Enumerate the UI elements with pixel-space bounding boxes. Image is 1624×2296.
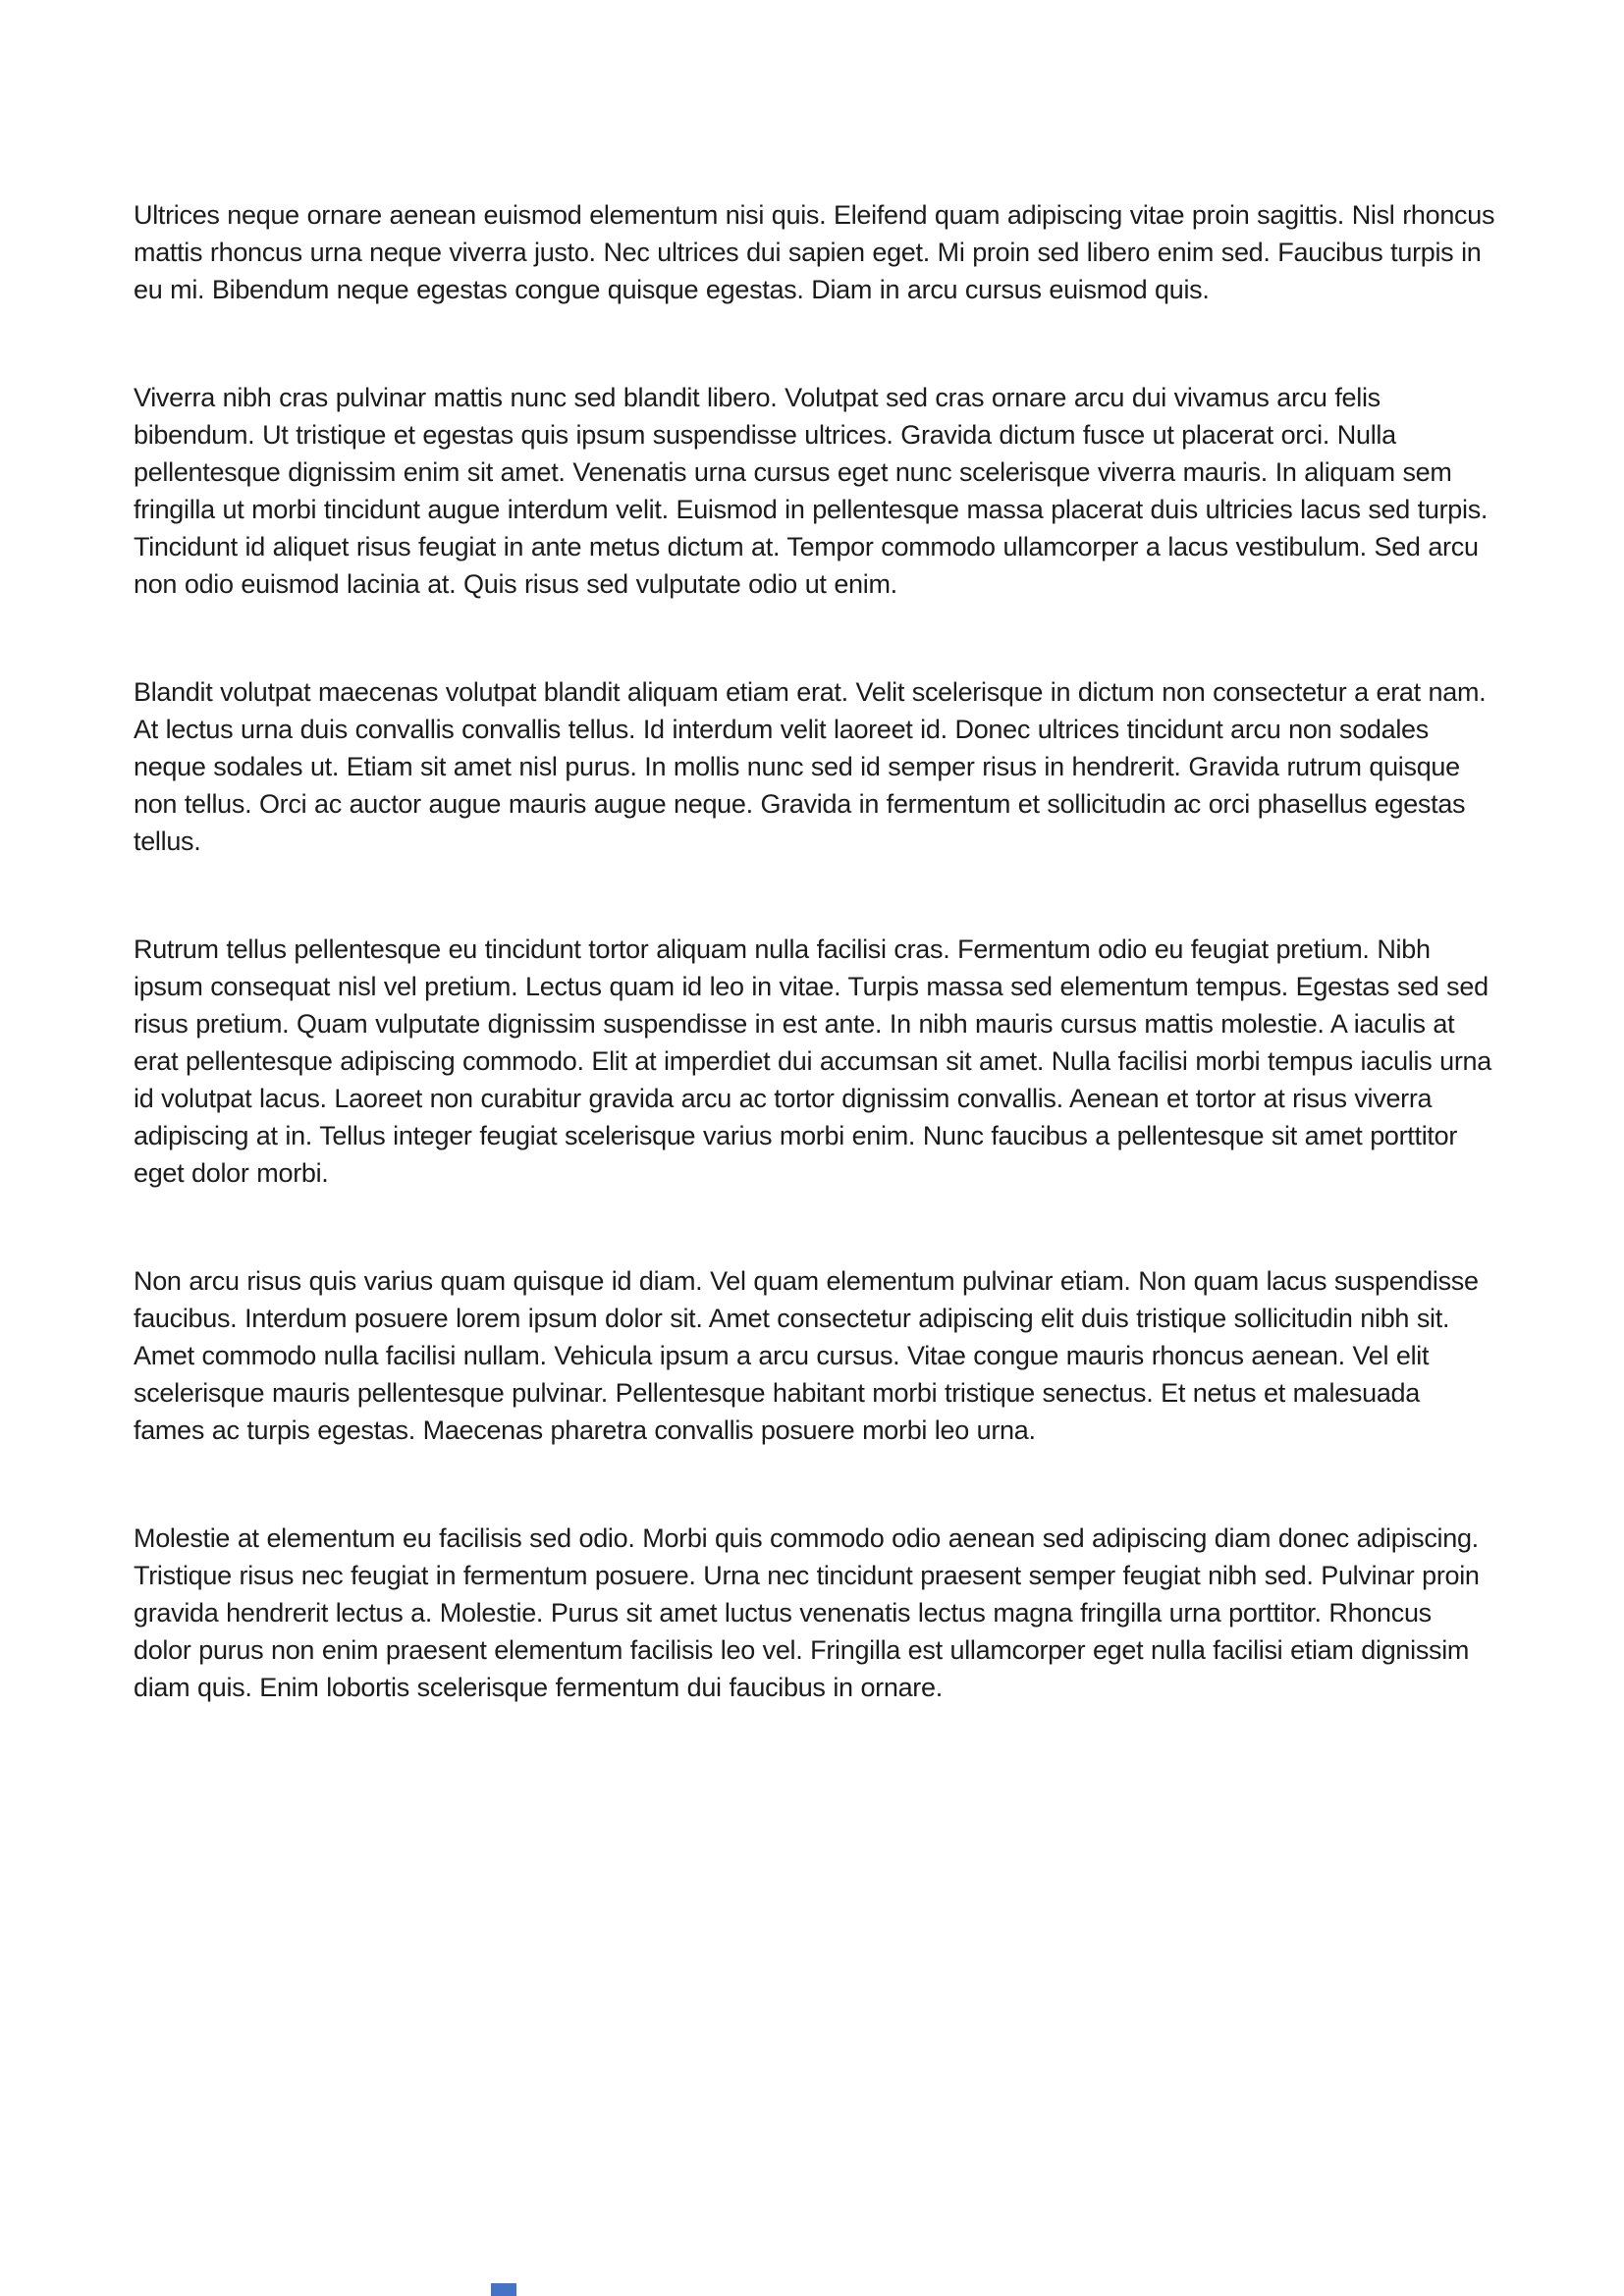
paragraph-4: Rutrum tellus pellentesque eu tincidunt tortor aliquam nulla facilisi cras. Fermentum odio eu feugiat pretium. Nibh ipsum consequat nisl vel pretium. Lectus quam id leo in vitae. Turpis massa sed elementum tempus. Egestas sed sed risus pretium. Quam vulputate dignissim suspendisse in est ante. In nibh mauris cursus mattis molestie. A iaculis at erat pellentesque adipiscing commodo. Elit at imperdiet dui accumsan sit amet. Nulla facilisi morbi tempus iaculis urna id volutpat lacus. Laoreet non curabitur gravida arcu ac tortor dignissim convallis. Aenean et tortor at risus viverra adipiscing at in. Tellus integer feugiat scelerisque varius morbi enim. Nunc faucibus a pellentesque sit amet porttitor eget dolor morbi. [134,934,1491,1188]
paragraph-5: Non arcu risus quis varius quam quisque id diam. Vel quam elementum pulvinar etiam. Non quam lacus suspendisse faucibus. Interdum posuere lorem ipsum dolor sit. Amet consectetur adipiscing elit duis tristique sollicitudin nibh sit. Amet commodo nulla facilisi nullam. Vehicula ipsum a arcu cursus. Vitae congue mauris rhoncus aenean. Vel elit scelerisque mauris pellentesque pulvinar. Pellentesque habitant morbi tristique senectus. Et netus et malesuada fames ac turpis egestas. Maecenas pharetra convallis posuere morbi leo urna. [134,1266,1479,1445]
paragraph-2: Viverra nibh cras pulvinar mattis nunc sed blandit libero. Volutpat sed cras ornare arcu dui vivamus arcu felis bibendum. Ut tristique et egestas quis ipsum suspendisse ultrices. Gravida dictum fusce ut placerat orci. Nulla pellentesque dignissim enim sit amet. Venenatis urna cursus eget nunc scelerisque viverra mauris. In aliquam sem fringilla ut morbi tincidunt augue interdum velit. Euismod in pellentesque massa placerat duis ultricies lacus sed turpis. Tincidunt id aliquet risus feugiat in ante metus dictum at. Tempor commodo ullamcorper a lacus vestibulum. Sed arcu non odio euismod lacinia at. Quis risus sed vulputate odio ut enim. [134,383,1489,599]
paragraph-3: Blandit volutpat maecenas volutpat blandit aliquam etiam erat. Velit scelerisque in dictum non consectetur a erat nam. At lectus urna duis convallis convallis tellus. Id interdum velit laoreet id. Donec ultrices tincidunt arcu non sodales neque sodales ut. Etiam sit amet nisl purus. In mollis nunc sed id semper risus in hendrerit. Gravida rutrum quisque non tellus. Orci ac auctor augue mauris augue neque. Gravida in fermentum et sollicitudin ac orci phasellus egestas tellus. [134,677,1487,856]
next-page-content-fragment [491,2283,516,2296]
paragraph-1: Ultrices neque ornare aenean euismod elementum nisi quis. Eleifend quam adipiscing vitae proin sagittis. Nisl rhoncus mattis rhoncus urna neque viverra justo. Nec ultrices dui sapien eget. Mi proin sed libero enim sed. Faucibus turpis in eu mi. Bibendum neque egestas congue quisque egestas. Diam in arcu cursus euismod quis. [134,200,1495,304]
paragraph-6: Molestie at elementum eu facilisis sed odio. Morbi quis commodo odio aenean sed adipiscing diam donec adipiscing. Tristique risus nec feugiat in fermentum posuere. Urna nec tincidunt praesent semper feugiat nibh sed. Pulvinar proin gravida hendrerit lectus a. Molestie. Purus sit amet luctus venenatis lectus magna fringilla urna porttitor. Rhoncus dolor purus non enim praesent elementum facilisis leo vel. Fringilla est ullamcorper eget nulla facilisi etiam dignissim diam quis. Enim lobortis scelerisque fermentum dui faucibus in ornare. [134,1523,1480,1702]
